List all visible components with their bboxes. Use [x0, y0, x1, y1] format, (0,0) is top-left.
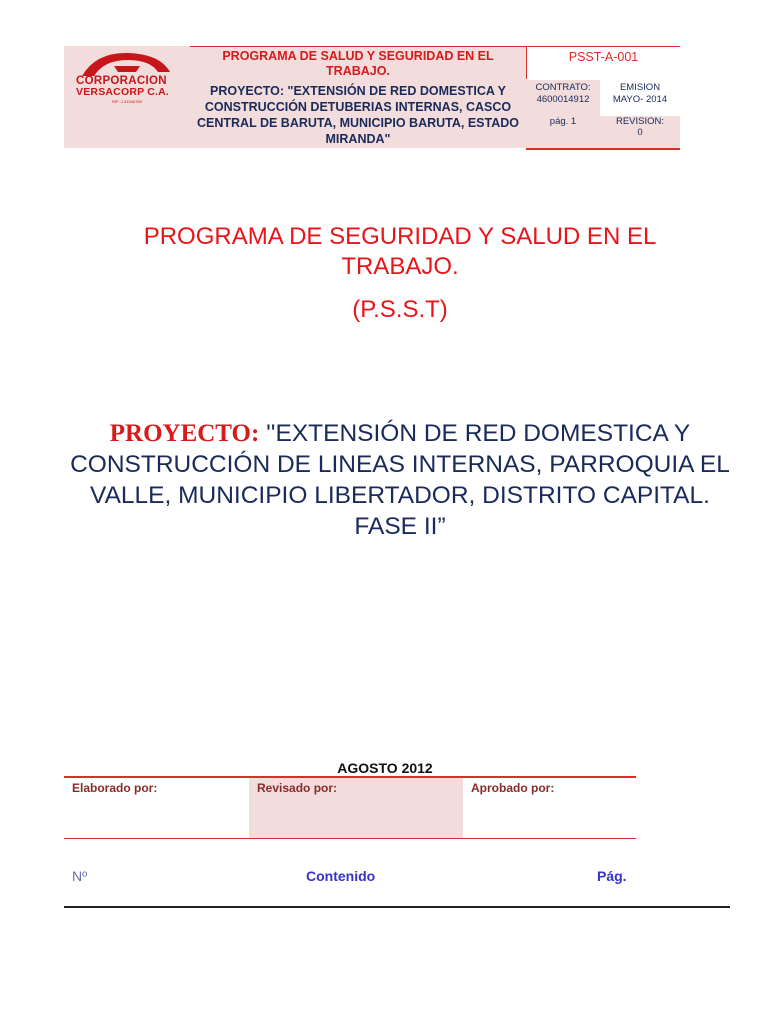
- project-label: PROYECTO:: [109, 420, 260, 447]
- logo-arc-icon: [78, 50, 174, 78]
- toc-number-header: Nº: [72, 868, 88, 884]
- signature-table: [64, 776, 636, 839]
- toc-page-header: Pág.: [597, 868, 627, 884]
- contents-header: [64, 866, 730, 908]
- page-title: PROGRAMA DE SEGURIDAD Y SALUD EN EL TRABAJO.: [143, 223, 657, 280]
- revision-label: REVISION:: [615, 116, 665, 127]
- project-text: ''EXTENSIÓN DE RED DOMESTICA Y CONSTRUCCIÓN DE LINEAS INTERNAS, PARROQUIA EL VALLE, MUNICIPIO LIBERTADOR, DISTRITO CAPITAL. FASE II”: [70, 420, 730, 540]
- program-title: PROGRAMA DE SALUD Y SEGURIDAD EN EL TRABAJO.: [190, 46, 526, 80]
- header-project-text: PROYECTO: "EXTENSIÓN DE RED DOMESTICA Y CONSTRUCCIÓN DETUBERIAS INTERNAS, CASCO CENTRAL DE BARUTA, MUNICIPIO BARUTA, ESTADO MIRANDA": [190, 80, 526, 148]
- prepared-by-label: Elaborado por:: [72, 781, 158, 795]
- logo-line1: CORPORACION: [76, 75, 167, 87]
- document-header: [64, 46, 680, 150]
- document-date: AGOSTO 2012: [337, 760, 433, 776]
- emision-cell: [600, 80, 680, 116]
- revision-value: 0: [637, 127, 643, 138]
- logo-line2: VERSACORP C.A.: [76, 86, 170, 98]
- page-number: pág. 1: [526, 116, 600, 149]
- emision-label: EMISION: [619, 82, 661, 93]
- logo-rif: RIF: J-31540789: [112, 99, 142, 104]
- project-description: [64, 418, 736, 542]
- contract-label: CONTRATO:: [535, 82, 591, 93]
- approved-by-label: Aprobado por:: [471, 781, 555, 795]
- contract-value: 4600014912: [536, 94, 590, 105]
- toc-content-header: Contenido: [306, 868, 376, 884]
- header-divider: [526, 148, 680, 150]
- company-logo: [64, 46, 190, 148]
- program-acronym: (P.S.S.T): [352, 296, 448, 323]
- emision-value: MAYO- 2014: [612, 94, 668, 105]
- doc-code: PSST-A-001: [526, 46, 680, 79]
- revision-cell: [600, 116, 680, 149]
- contract-cell: [526, 80, 600, 116]
- reviewed-by-label: Revisado por:: [249, 778, 463, 838]
